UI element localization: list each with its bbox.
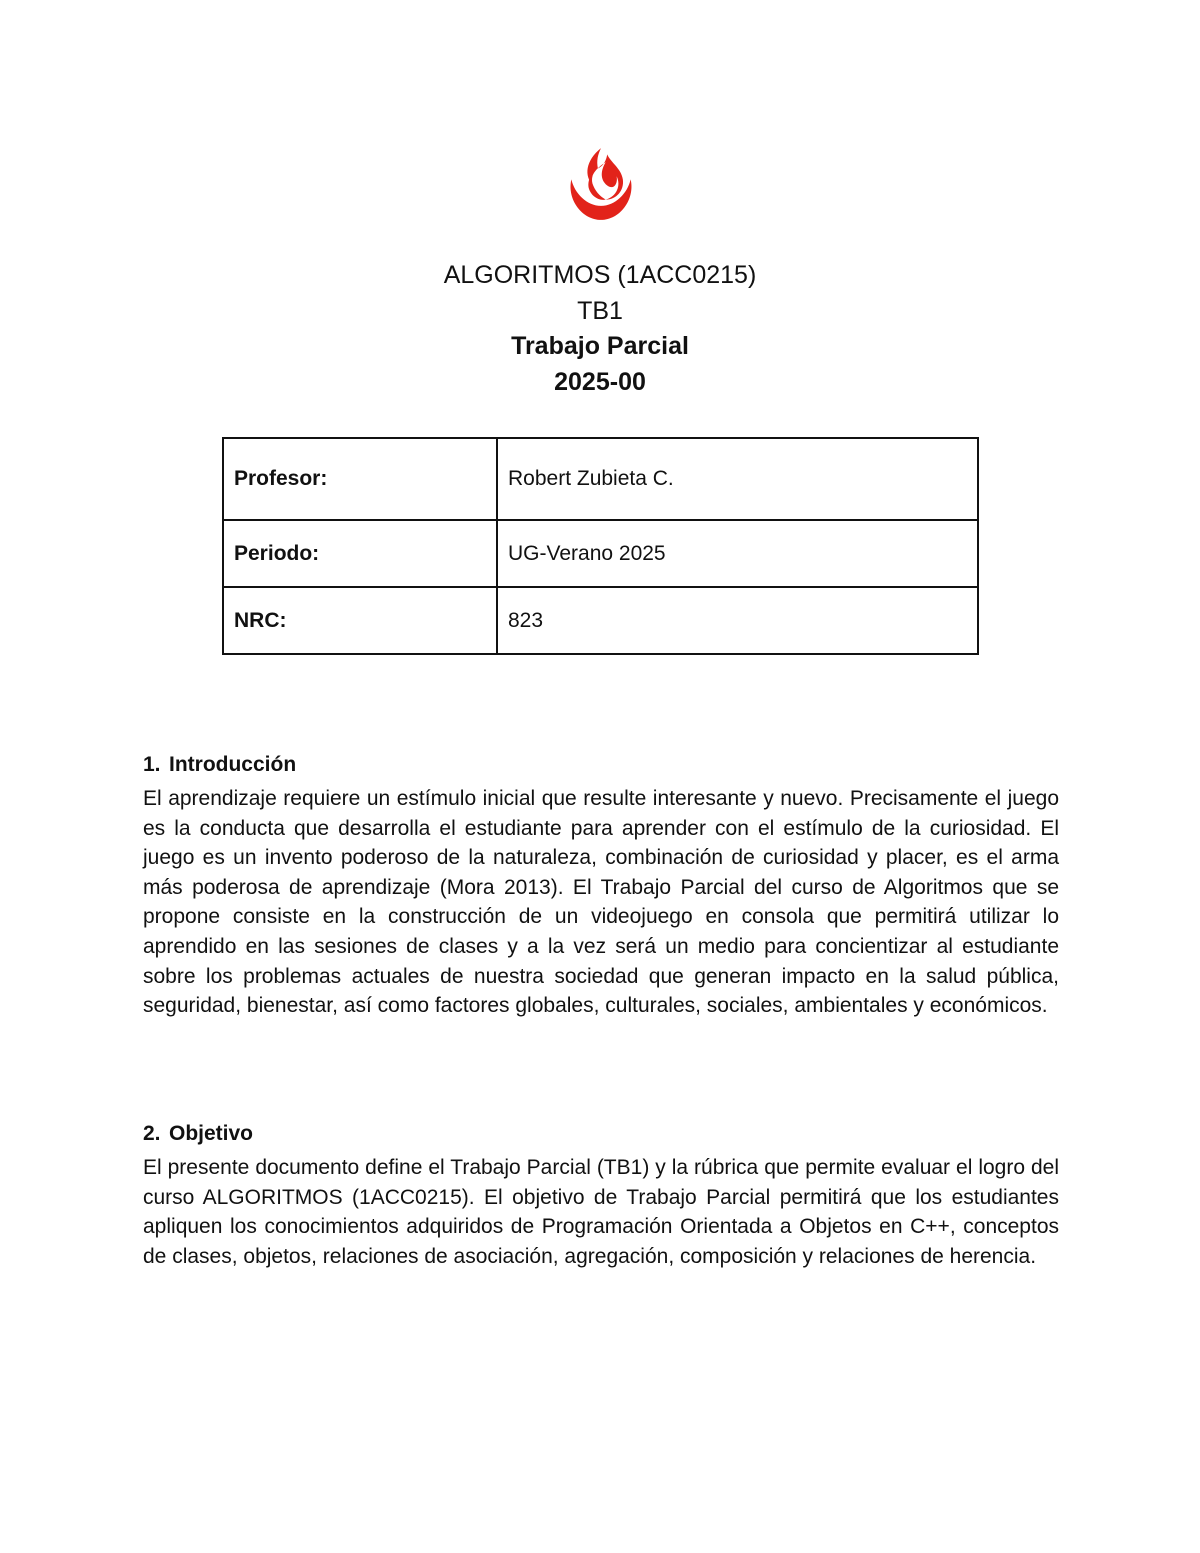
period-value: UG-Verano 2025 bbox=[497, 520, 978, 587]
professor-value: Robert Zubieta C. bbox=[497, 438, 978, 520]
period-label: Periodo: bbox=[223, 520, 497, 587]
section-title: Introducción bbox=[169, 753, 297, 776]
section-title: Objetivo bbox=[169, 1122, 254, 1145]
nrc-label: NRC: bbox=[223, 587, 497, 654]
table-row bbox=[223, 520, 978, 587]
assignment-code: TB1 bbox=[577, 296, 623, 325]
section-body: El presente documento define el Trabajo Parcial (TB1) y la rúbrica que permite evaluar el logro del curso ALGORITMOS (1ACC0215). El objetivo de Trabajo Parcial permitirá que los estudiantes apliquen los conocimientos adquiridos de Programación Orientada a Objetos en C++, conceptos de clases, objetos, relaciones de asociación, agregación, composición y relaciones de herencia. bbox=[143, 1156, 1059, 1268]
nrc-value: 823 bbox=[497, 587, 978, 654]
info-table bbox=[222, 437, 979, 655]
table-row bbox=[223, 438, 978, 520]
section-heading bbox=[143, 1119, 1059, 1149]
section-introduction bbox=[143, 750, 1059, 1021]
course-title: ALGORITMOS (1ACC0215) bbox=[443, 261, 757, 289]
term: 2025-00 bbox=[554, 367, 646, 396]
section-body: El aprendizaje requiere un estímulo inicial que resulte interesante y nuevo. Precisamente el juego es la conducta que desarrolla el estudiante para aprender con el estímulo de la curiosidad. El juego es un invento poderoso de la naturaleza, combinación de curiosidad y placer, es el arma más poderosa de aprendizaje (Mora 2013). El Trabajo Parcial del curso de Algoritmos que se propone consiste en la construcción de un videojuego en consola que permitirá utilizar lo aprendido en las sesiones de clases y a la vez será un medio para concientizar al estudiante sobre los problemas actuales de nuestra sociedad que generan impacto en la salud pública, seguridad, bienestar, así como factores globales, culturales, sociales, ambientales y económicos. bbox=[143, 787, 1059, 1018]
table-row bbox=[223, 587, 978, 654]
title-block bbox=[0, 258, 1200, 400]
professor-label: Profesor: bbox=[223, 438, 497, 520]
section-number: 2. bbox=[143, 1122, 161, 1145]
assignment-title: Trabajo Parcial bbox=[511, 332, 689, 360]
upc-flame-logo-icon bbox=[562, 145, 640, 223]
section-objective bbox=[143, 1119, 1059, 1271]
section-heading bbox=[143, 750, 1059, 780]
section-number: 1. bbox=[143, 753, 161, 776]
